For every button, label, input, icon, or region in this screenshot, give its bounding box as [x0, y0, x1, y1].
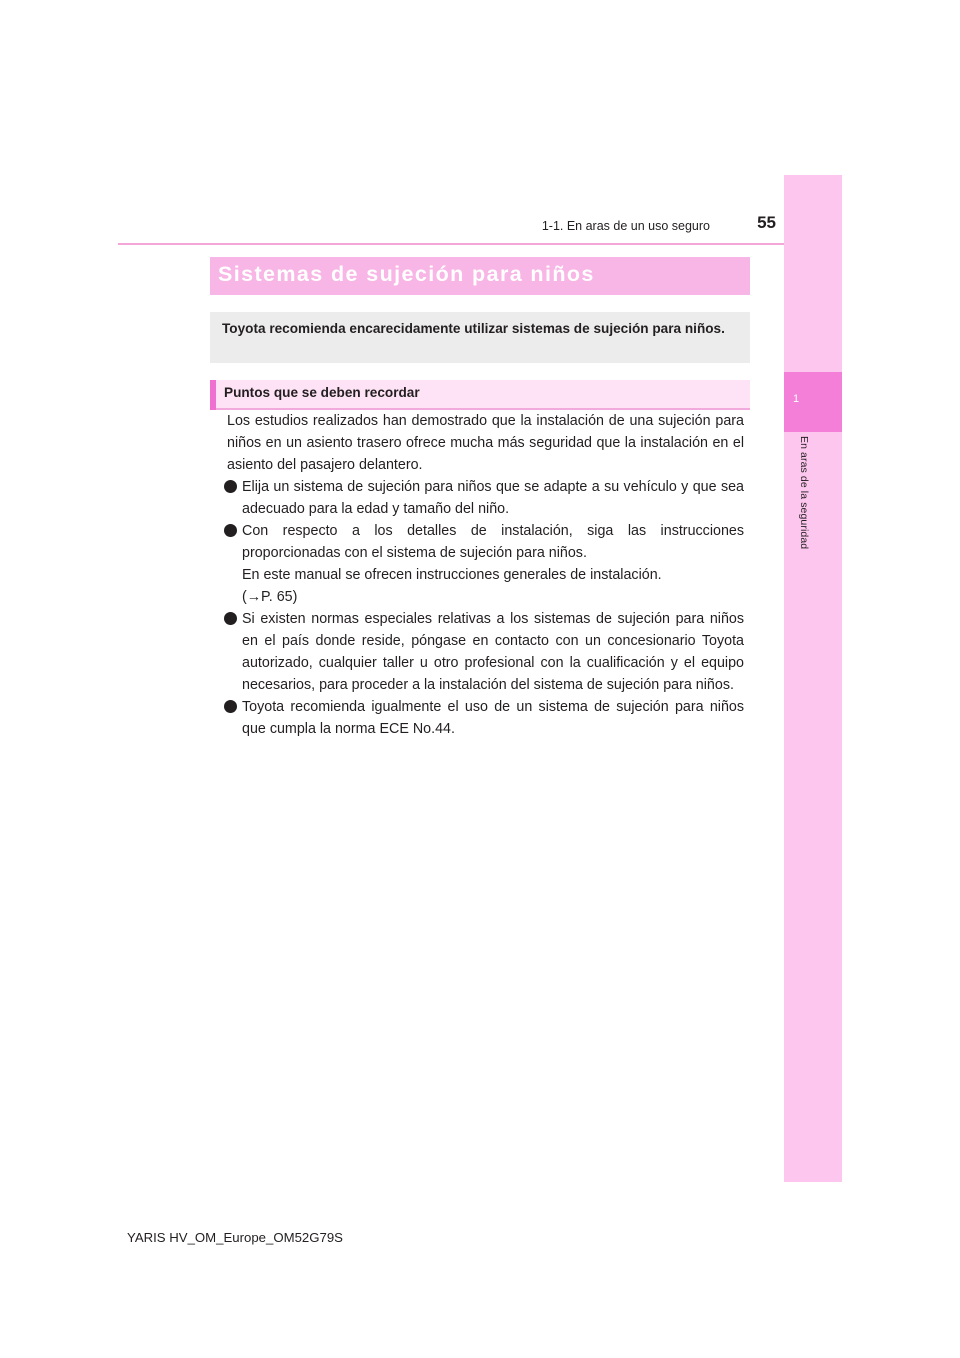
bullet-text: Si existen normas especiales relativas a los sistemas de sujeción para niños en el país donde reside, póngase en contacto con un concesionario Toyota autorizado, cualquier taller u otro profesional con la cualificación y el equipo necesarios, para proceder a la instalación del sistema de sujeción para niños.	[242, 611, 744, 693]
bullet-dot-icon	[224, 612, 237, 625]
bullet-text: Elija un sistema de sujeción para niños que se adapte a su vehículo y que sea adecuado para la edad y tamaño del niño.	[242, 479, 744, 517]
intro-text: Toyota recomienda encarecidamente utilizar sistemas de sujeción para niños.	[222, 321, 725, 336]
intro-box	[210, 312, 750, 363]
bullet-list	[222, 476, 744, 740]
list-item	[222, 520, 744, 608]
header-divider	[118, 243, 842, 245]
bullet-text: Toyota recomienda igualmente el uso de un sistema de sujeción para niños que cumpla la norma ECE No.44.	[242, 699, 744, 737]
list-item	[222, 476, 744, 520]
bullet-dot-icon	[224, 480, 237, 493]
footer-document-code: YARIS HV_OM_Europe_OM52G79S	[127, 1230, 343, 1245]
bullet-dot-icon	[224, 700, 237, 713]
subheading-bar	[210, 380, 750, 410]
header-section-title: 1-1. En aras de un uso seguro	[541, 219, 710, 233]
body-paragraph: Los estudios realizados han demostrado que la instalación de una sujeción para niños en un asiento trasero ofrece mucha más seguridad que la instalación en el asiento del pasajero delantero.	[227, 413, 744, 473]
page-reference: (→P. 65)	[242, 589, 298, 605]
chapter-title-vertical: En aras de la seguridad	[798, 436, 810, 550]
page-number: 55	[757, 213, 776, 232]
section-title: Sistemas de sujeción para niños	[218, 262, 595, 286]
subheading-accent	[210, 380, 216, 410]
bullet-dot-icon	[224, 524, 237, 537]
subheading-title: Puntos que se deben recordar	[224, 385, 420, 400]
chapter-side-tab	[784, 175, 842, 1182]
list-item	[222, 608, 744, 696]
section-title-bar	[210, 257, 750, 295]
chapter-number: 1	[792, 393, 800, 405]
list-item	[222, 696, 744, 740]
bullet-text: Con respecto a los detalles de instalación, siga las instrucciones proporcionadas con el sistema de sujeción para niños.	[242, 523, 744, 561]
bullet-subline: En este manual se ofrecen instrucciones generales de instalación.	[242, 567, 662, 583]
